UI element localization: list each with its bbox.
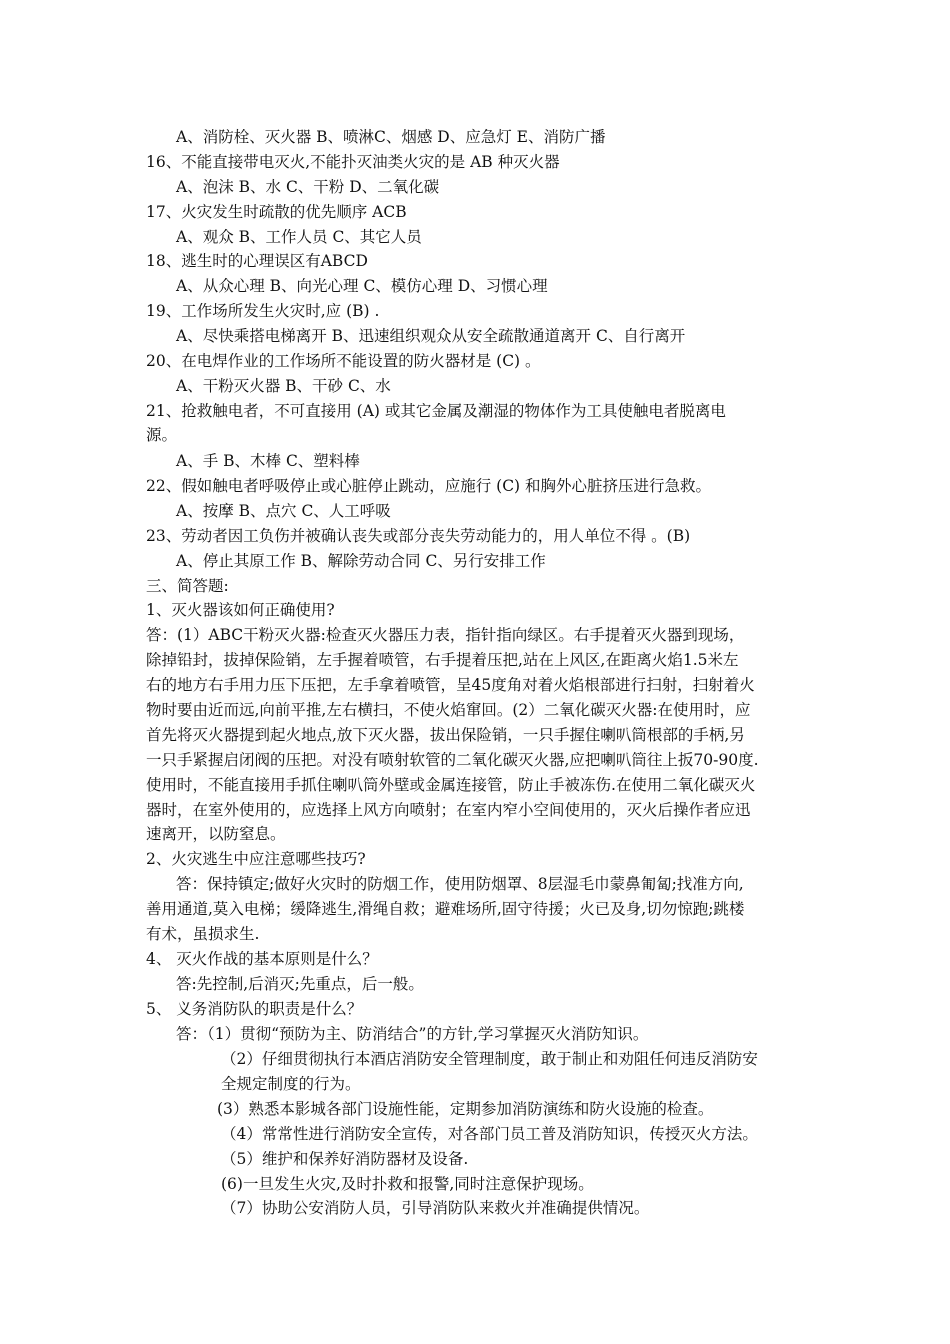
duty-item: (6)一旦发生火灾,及时扑救和报警,同时注意保护现场。 xyxy=(221,1175,594,1193)
answer-line: 答：(1）ABC干粉灭火器:检查灭火器压力表，指针指向绿区。右手提着灭火器到现场， xyxy=(146,626,745,644)
option-line: A、从众心理 B、向光心理 C、模仿心理 D、习惯心理 xyxy=(176,277,548,295)
question-17: 17、火灾发生时疏散的优先顺序 ACB xyxy=(146,203,407,221)
answer-line: 一只手紧握启闭阀的压把。对没有喷射软管的二氧化碳灭火器,应把喇叭筒往上扳70-90度. xyxy=(146,751,759,769)
short-question-1: 1、灭火器该如何正确使用? xyxy=(146,601,335,619)
duty-item: （7）协助公安消防人员，引导消防队来救火并准确提供情况。 xyxy=(221,1199,650,1217)
option-line: A、观众 B、工作人员 C、其它人员 xyxy=(176,228,422,246)
short-question-4: 4、 灭火作战的基本原则是什么？ xyxy=(146,950,378,968)
answer-line: 善用通道,莫入电梯；缓降逃生,滑绳自救；避难场所,固守待援；火已及身,切勿惊跑;跳楼 xyxy=(146,900,745,918)
answer-line: 物时要由近而远,向前平推,左右横扫，不使火焰窜回。(2）二氧化碳灭火器:在使用时，应 xyxy=(146,701,751,719)
duty-item: （4）常常性进行消防安全宣传，对各部门员工普及消防知识，传授灭火方法。 xyxy=(221,1125,758,1143)
option-line: A、消防栓、灭火器 B、喷淋C、烟感 D、应急灯 E、消防广播 xyxy=(176,128,606,146)
question-21-cont: 源。 xyxy=(146,426,178,444)
answer-line: 速离开，以防窒息。 xyxy=(146,825,286,843)
question-21: 21、抢救触电者，不可直接用 (A) 或其它金属及潮湿的物体作为工具使触电者脱离电 xyxy=(146,402,726,420)
answer-line: 除掉铅封，拔掉保险销，左手握着喷管，右手提着压把,站在上风区,在距离火焰1.5米左 xyxy=(146,651,739,669)
duty-item: （2）仔细贯彻执行本酒店消防安全管理制度，敢于制止和劝阻任何违反消防安 xyxy=(221,1050,758,1068)
duty-item-cont: 全规定制度的行为。 xyxy=(221,1075,361,1093)
answer-line: 答：（1）贯彻“预防为主、防消结合”的方针,学习掌握灭火消防知识。 xyxy=(176,1025,649,1043)
option-line: A、停止其原工作 B、解除劳动合同 C、另行安排工作 xyxy=(176,552,546,570)
question-18: 18、逃生时的心理误区有ABCD xyxy=(146,252,368,270)
option-line: A、手 B、木棒 C、塑料棒 xyxy=(176,452,360,470)
duty-item: (3）熟悉本影城各部门设施性能，定期参加消防演练和防火设施的检查。 xyxy=(217,1100,714,1118)
question-20: 20、在电焊作业的工作场所不能设置的防火器材是 (C) 。 xyxy=(146,352,541,370)
option-line: A、干粉灭火器 B、干砂 C、水 xyxy=(176,377,391,395)
question-19: 19、工作场所发生火灾时,应 (B) . xyxy=(146,302,380,320)
option-line: A、泡沫 B、水 C、干粉 D、二氧化碳 xyxy=(176,178,440,196)
answer-line: 答：保持镇定;做好火灾时的防烟工作，使用防烟罩、8层湿毛巾蒙鼻匍匐;找准方向, xyxy=(176,875,744,893)
duty-item: （5）维护和保养好消防器材及设备. xyxy=(221,1150,469,1168)
short-question-2: 2、火灾逃生中应注意哪些技巧? xyxy=(146,850,366,868)
answer-line: 首先将灭火器提到起火地点,放下灭火器，拔出保险销，一只手握住喇叭筒根部的手柄,另 xyxy=(146,726,745,744)
short-question-5: 5、 义务消防队的职责是什么？ xyxy=(146,1000,363,1018)
option-line: A、按摩 B、点穴 C、人工呼吸 xyxy=(176,502,391,520)
option-line: A、尽快乘搭电梯离开 B、迅速组织观众从安全疏散通道离开 C、自行离开 xyxy=(176,327,686,345)
answer-line: 右的地方右手用力压下压把，左手拿着喷管，呈45度角对着火焰根部进行扫射，扫射着火 xyxy=(146,676,755,694)
section-heading: 三、简答题: xyxy=(146,577,229,595)
answer-line: 答:先控制,后消灭;先重点，后一般。 xyxy=(176,975,424,993)
question-22: 22、假如触电者呼吸停止或心脏停止跳动，应施行 (C) 和胸外心脏挤压进行急救。 xyxy=(146,477,712,495)
answer-line: 有术，虽损求生. xyxy=(146,925,260,943)
answer-line: 使用时，不能直接用手抓住喇叭筒外壁或金属连接管，防止手被冻伤.在使用二氧化碳灭火 xyxy=(146,776,756,794)
answer-line: 器时，在室外使用的，应选择上风方向喷射；在室内窄小空间使用的，灭火后操作者应迅 xyxy=(146,801,751,819)
question-16: 16、不能直接带电灭火,不能扑灭油类火灾的是 AB 种灭火器 xyxy=(146,153,560,171)
question-23: 23、劳动者因工负伤并被确认丧失或部分丧失劳动能力的，用人单位不得 。(B) xyxy=(146,527,691,545)
